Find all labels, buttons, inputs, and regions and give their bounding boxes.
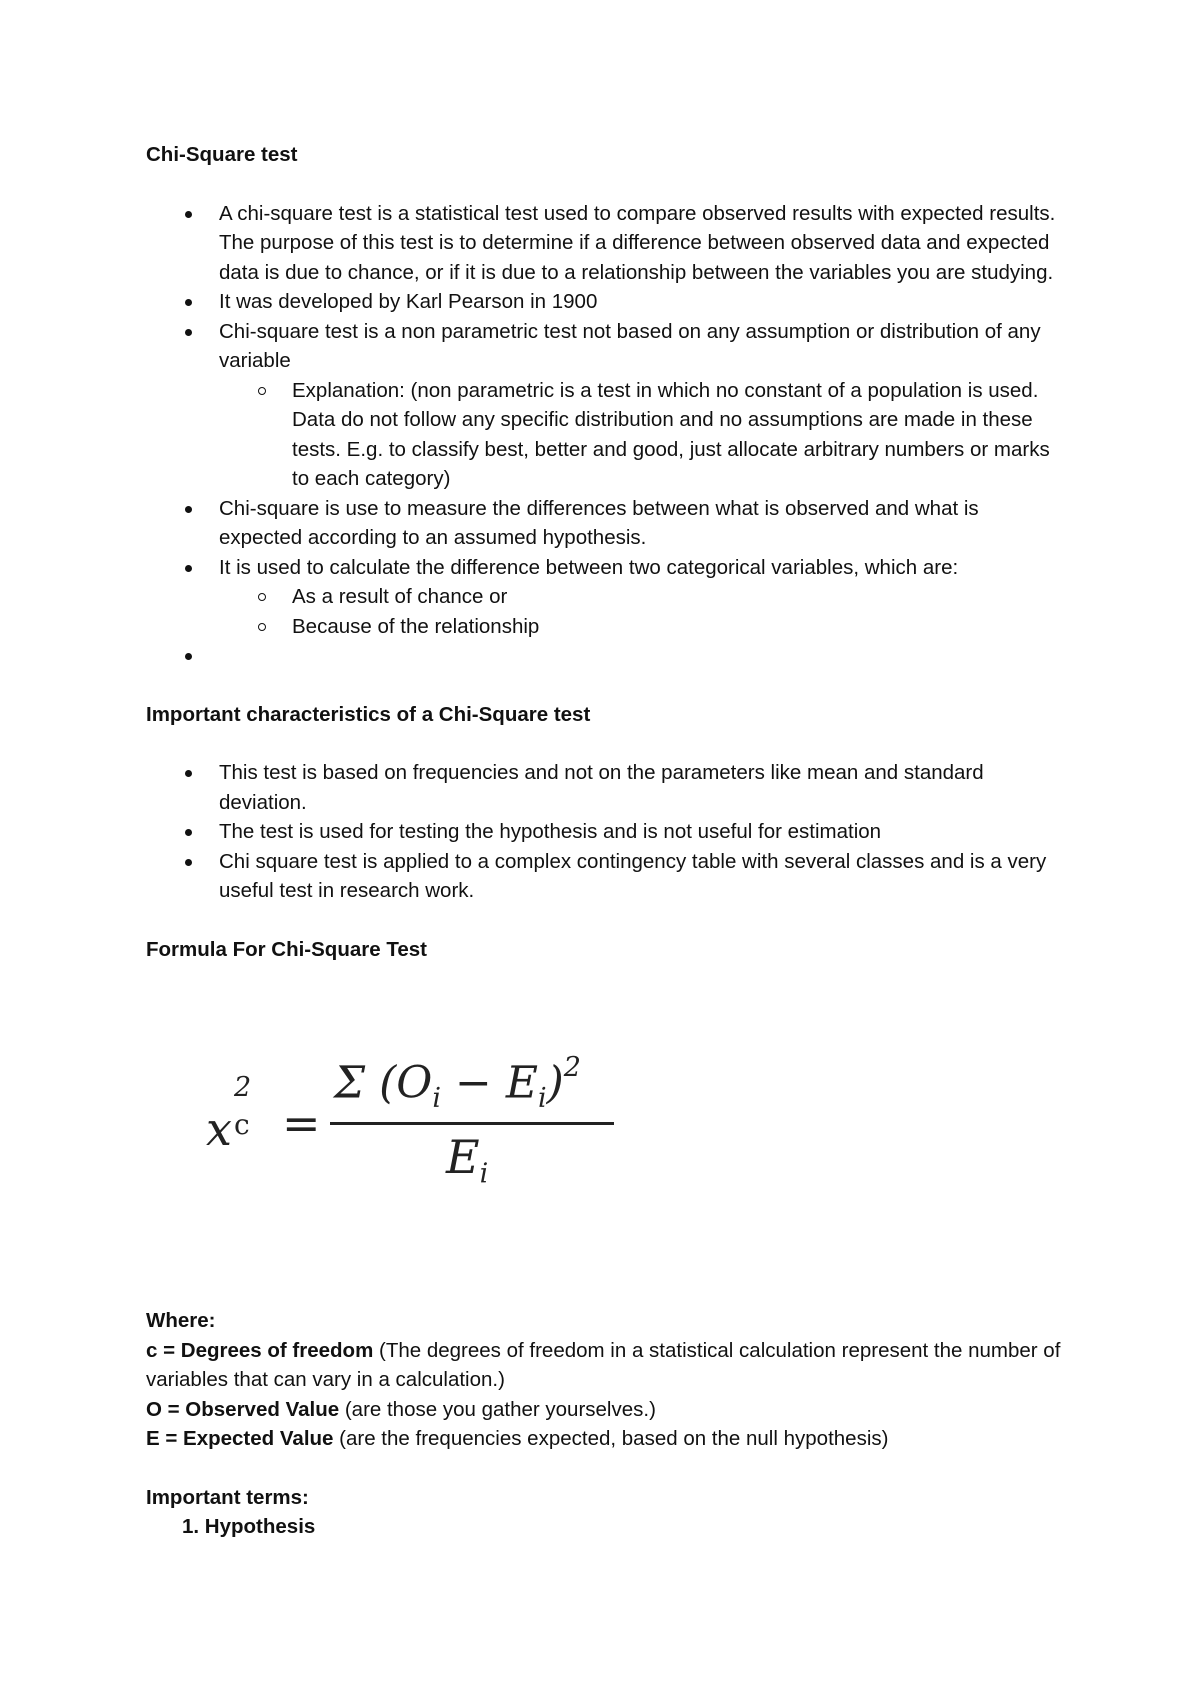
section-heading-formula: Formula For Chi-Square Test (146, 937, 427, 961)
formula-equals: = (282, 1096, 321, 1150)
definition-c: c = Degrees of freedom (The degrees of freedom in a statistical calculation represent the number of variables that can vary in a calculation.) (146, 1338, 1061, 1391)
list-item: 1. Hypothesis (182, 1515, 316, 1538)
sub-list-item: As a result of chance or (219, 582, 1066, 612)
list-item: Chi-square test is a non parametric test not based on any assumption or distribution of any variable Explanation: (non parametric is a test in which no constant of a population is used. Data do not follow any specific distribution and no assumptions are made in these tests. E.g. to classify best, better and good, just allocate arbitrary numbers or marks to each category) (146, 317, 1066, 494)
list-item: A chi-square test is a statistical test used to compare observed results with expected results. The purpose of this test is to determine if a difference between observed data and expected data is due to chance, or if it is due to a relationship between the variables you are studying. (146, 199, 1066, 288)
document-body (146, 140, 1066, 964)
list-item-empty (146, 641, 1066, 671)
section-heading-characteristics: Important characteristics of a Chi-Square test (146, 702, 591, 726)
list-item: It is used to calculate the difference between two categorical variables, which are: As a result of chance or Because of the relationship (146, 553, 1066, 642)
where-label: Where: (146, 1309, 216, 1332)
sub-list-item: Because of the relationship (219, 612, 1066, 642)
terms-list (146, 1512, 1066, 1542)
definition-e: E = Expected Value (are the frequencies expected, based on the null hypothesis) (146, 1427, 889, 1450)
definition-o: O = Observed Value (are those you gather yourselves.) (146, 1397, 656, 1421)
list-item: Chi-square is use to measure the differences between what is observed and what is expected according to an assumed hypothesis. (146, 494, 1066, 553)
definitions-block (146, 1306, 1066, 1542)
list-item: The test is used for testing the hypothesis and is not useful for estimation (146, 817, 1066, 847)
sub-list-item: Explanation: (non parametric is a test in which no constant of a population is used. Data do not follow any specific distribution and no assumptions are made in these tests. E.g. to classify best, better and good, just allocate arbitrary numbers or marks to each category) (219, 376, 1066, 494)
formula-numerator: Σ $(O_i - E_i)^2$ (334, 1052, 581, 1115)
formula-lhs: x 2 c (206, 1072, 252, 1156)
characteristics-bullet-list (146, 758, 1066, 906)
fraction-bar (330, 1122, 614, 1125)
list-item: This test is based on frequencies and not on the parameters like mean and standard deviation. (146, 758, 1066, 817)
chi-square-formula (206, 1052, 626, 1202)
list-item: It was developed by Karl Pearson in 1900 (146, 287, 1066, 317)
chi-square-bullet-list (146, 199, 1066, 671)
formula-denominator: $E_i$ (446, 1130, 489, 1190)
sub-list (146, 376, 1066, 494)
important-terms-heading: Important terms: (146, 1485, 309, 1509)
list-item: Chi square test is applied to a complex contingency table with several classes and is a very useful test in research work. (146, 847, 1066, 906)
sub-list (146, 582, 1066, 641)
section-heading-chi-square: Chi-Square test (146, 143, 298, 166)
